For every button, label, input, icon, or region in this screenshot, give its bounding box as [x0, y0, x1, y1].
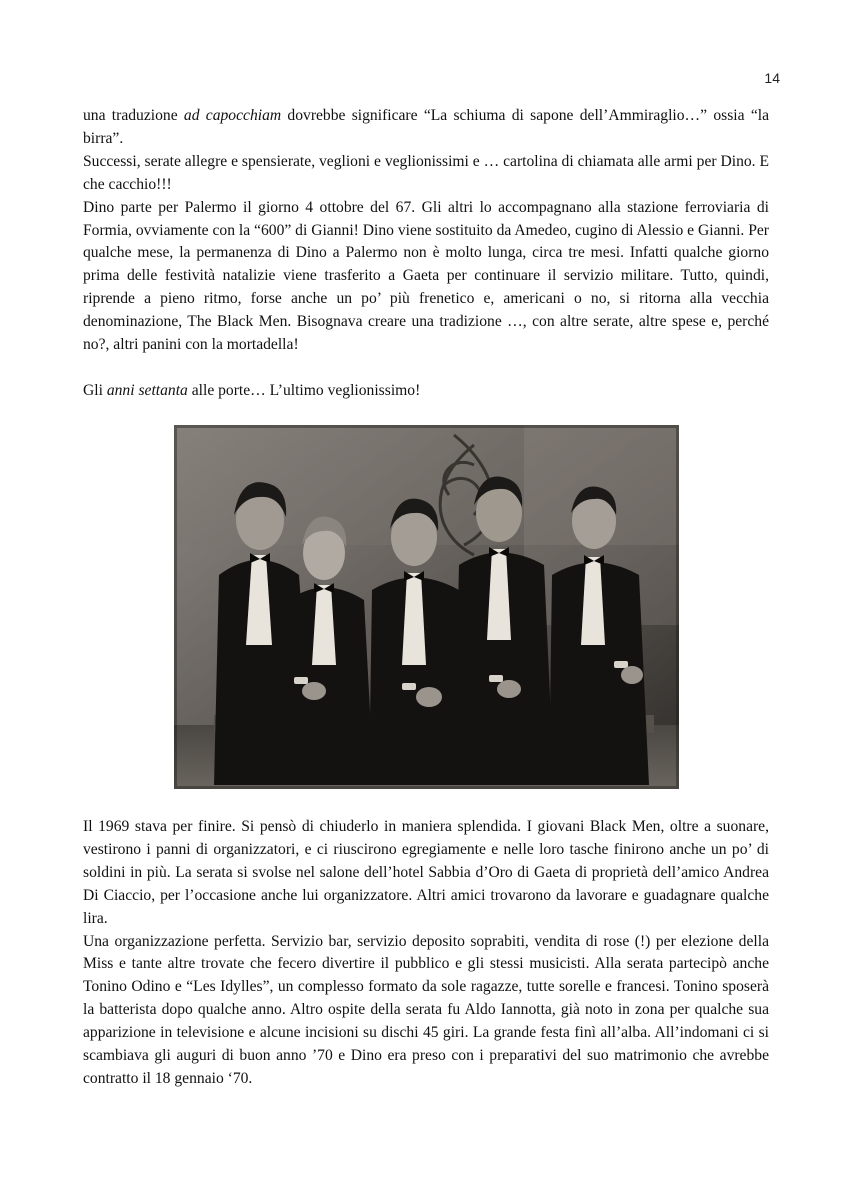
paragraph-seventies: [83, 380, 769, 403]
text-span: dovrebbe significare “La schiuma di sapone dell’Ammiraglio…” ossia “la birra”.: [83, 107, 770, 147]
italic-phrase: anni settanta: [106, 381, 188, 399]
paragraph-successes: Successi, serate allegre e spensierate, veglioni e veglionissimi e … cartolina di chiamata alle armi per Dino. E che cacchio!!!: [83, 152, 769, 193]
paragraph-translation: [83, 105, 769, 151]
band-photo-illustration: [174, 425, 679, 789]
text-span: una traduzione: [83, 107, 184, 124]
paragraph-organization: Una organizzazione perfetta. Servizio bar, servizio deposito soprabiti, vendita di rose (!) per elezione della Miss e tante altre trovate che fecero divertire il pubblico e gli stessi musicisti. Alla serata partecipò anche Tonino Odino e “Les Idylles”, un complesso formato da sole ragazze, tutte sorelle e francesi. Tonino sposerà la batterista dopo qualche anno. Altro ospite della serata fu Aldo Iannotta, già noto in zona per qualche sua apparizione in televisione e alcune incisioni su dischi 45 giri. La grande festa finì all’alba. All’indomani ci si scambiava gli auguri di buon anno ’70 e Dino era preso con i preparativi del suo matrimonio che avrebbe contratto il 18 gennaio ‘70.: [83, 932, 769, 1087]
band-photo: [174, 425, 679, 789]
band-members: [214, 477, 649, 785]
paragraph-dino-palermo: Dino parte per Palermo il giorno 4 ottobre del 67. Gli altri lo accompagnano alla stazione ferroviaria di Formia, ovviamente con la “600” di Gianni! Dino viene sostituito da Amedeo, cugino di Alessio e Gianni. Per qualche mese, la permanenza di Dino a Palermo non è molto lunga, circa tre mesi. Infatti qualche giorno prima delle festività natalizie viene trasferito a Gaeta per continuare il servizio militare. Tutto, quindi, riprende a pieno ritmo, forse anche un po’ più frenetico e, americani o no, si ritorna alla vecchia denominazione, The Black Men. Bisognava creare una tradizione …, con altre serate, altre spese e, perché no?, altri panini con la mortadella!: [83, 198, 769, 354]
italic-phrase: ad capocchiam: [183, 107, 282, 124]
paragraph-1969-party: Il 1969 stava per finire. Si pensò di chiuderlo in maniera splendida. I giovani Black Men, oltre a suonare, vestirono i panni di organizzatori, e ci riuscirono egregiamente e nelle loro tasche finirono anche un po’ di soldini in più. La serata si svolse nel salone dell’hotel Sabbia d’Oro di Gaeta di proprietà dell’amico Andrea Di Ciaccio, per l’occasione anche lui organizzatore. Altri amici trovarono da lavorare e guadagnare qualche lira.: [83, 818, 769, 927]
bottom-text-block: [83, 816, 769, 1091]
top-text-block: [83, 105, 769, 403]
text-span: Gli: [83, 381, 107, 399]
text-span: alle porte… L’ultimo veglionissimo!: [187, 381, 421, 399]
page-number: 14: [764, 70, 780, 86]
blank-line: [83, 357, 769, 380]
